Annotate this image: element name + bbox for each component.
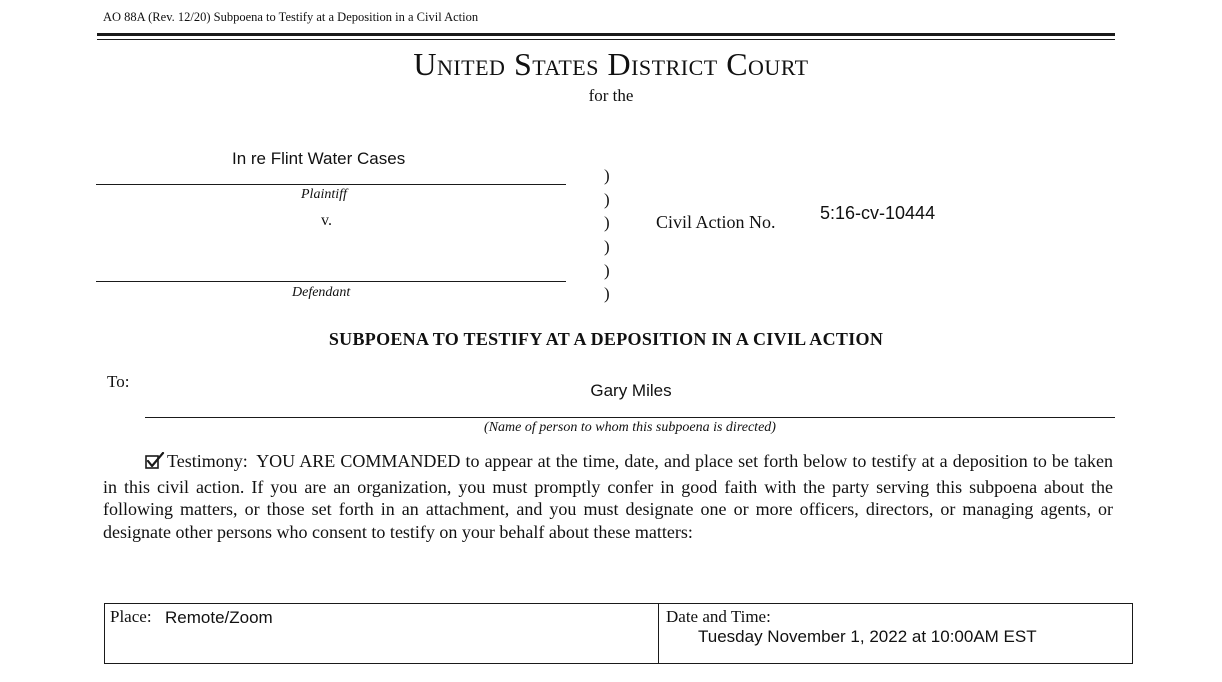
caption-parenthesis: ) [604,284,610,303]
datetime-value: Tuesday November 1, 2022 at 10:00AM EST [698,627,1037,646]
datetime-label: Date and Time: [666,607,771,626]
caption-parenthesis: ) [604,190,610,209]
checkbox-checked-icon [145,452,165,470]
plaintiff-label: Plaintiff [301,187,347,202]
recipient-name: Gary Miles [590,381,672,400]
civil-action-label: Civil Action No. [656,212,776,232]
defendant-line [96,281,566,282]
header-rule-thin [97,39,1115,40]
recipient-line [145,417,1115,418]
caption-parenthesis: ) [604,213,610,232]
place-label: Place: [110,607,152,626]
header-rule-thick [97,33,1115,36]
court-title: United States District Court [413,46,809,82]
caption-parenthesis: ) [604,166,610,185]
caption-parenthesis: ) [604,261,610,280]
testimony-checkbox[interactable] [145,452,165,476]
testimony-text: YOU ARE COMMANDED to appear at the time, date, and place set forth below to testify at a deposition to be taken in this civil action. If you are an organization, you must promptly confer in good faith with the party serving this subpoena about the following matters, or those set forth in an attachment, and you must designate one or more officers, directors, or managing agents, or designate other persons who consent to testify on your behalf about these matters: [103,451,1113,542]
versus-text: v. [321,212,332,229]
recipient-caption: (Name of person to whom this subpoena is directed) [484,420,776,435]
subpoena-title: SUBPOENA TO TESTIFY AT A DEPOSITION IN A CIVIL ACTION [328,329,884,349]
civil-action-number: 5:16-cv-10444 [820,203,936,223]
court-for-text: for the [588,86,634,105]
caption-parenthesis: ) [604,237,610,256]
details-divider [658,603,659,664]
place-value: Remote/Zoom [165,608,273,627]
defendant-label: Defendant [292,285,351,300]
form-identifier: AO 88A (Rev. 12/20) Subpoena to Testify at a Deposition in a Civil Action [103,10,479,24]
plaintiff-line [96,184,566,185]
case-name: In re Flint Water Cases [232,149,406,168]
testimony-paragraph [103,450,1113,543]
to-label: To: [107,372,130,391]
testimony-title: Testimony: [167,451,248,471]
